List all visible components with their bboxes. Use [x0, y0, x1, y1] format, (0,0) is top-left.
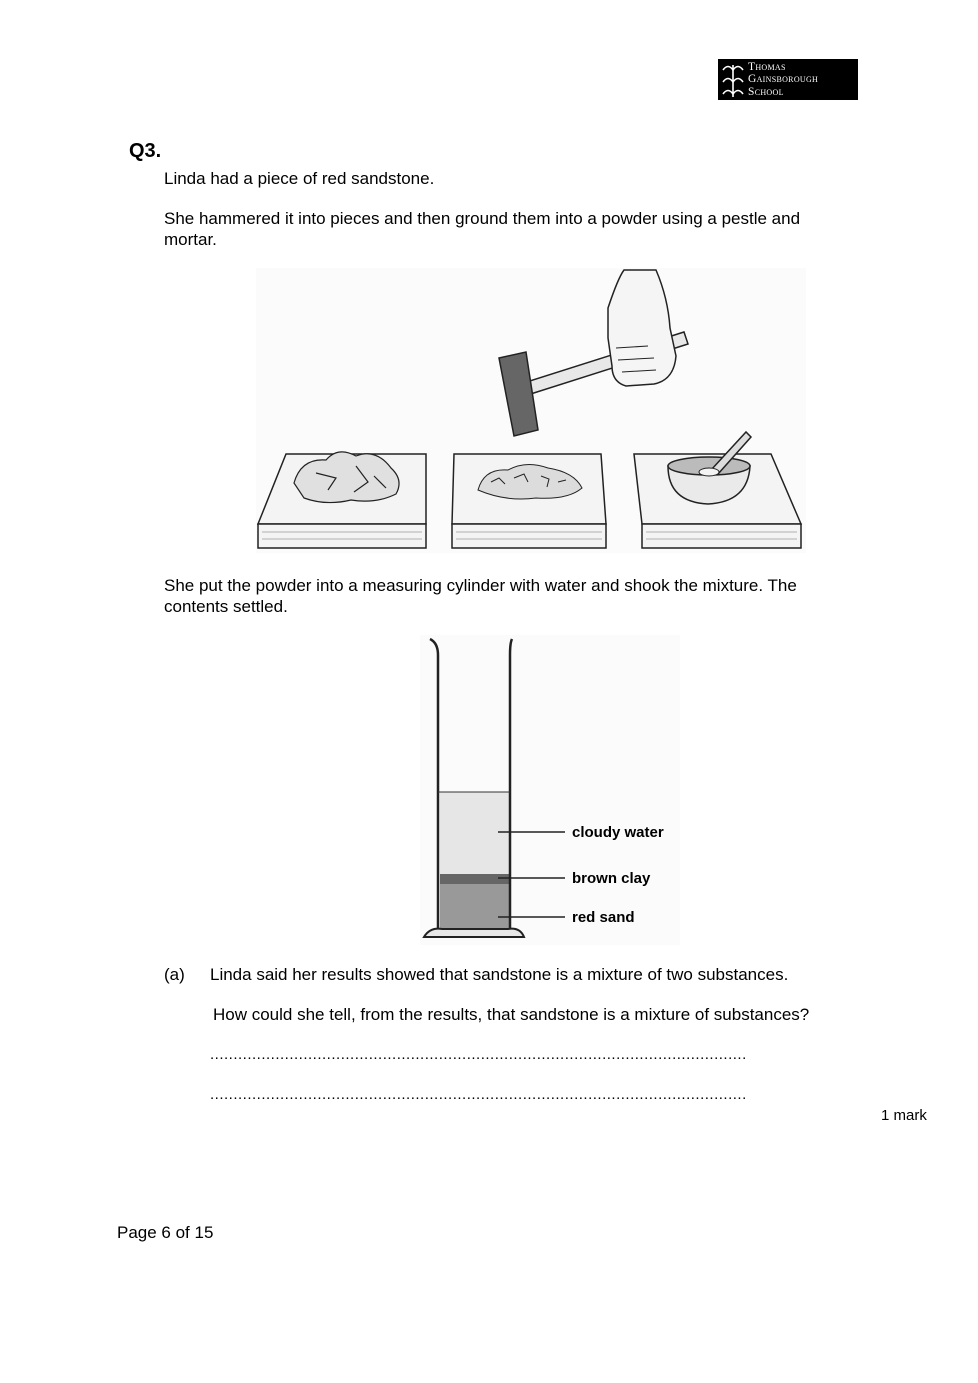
label-red-sand: red sand: [572, 909, 635, 926]
logo-line-3: School: [748, 85, 784, 98]
marks-label: 1 mark: [881, 1107, 927, 1124]
question-step-2: She put the powder into a measuring cylinder with water and shook the mixture. The contents settled.: [164, 576, 797, 616]
school-logo: [718, 59, 858, 100]
part-a-label: (a): [164, 965, 185, 984]
logo-line-2: Gainsborough: [748, 73, 819, 86]
answer-line-2[interactable]: ...................................................................................................................: [210, 1086, 747, 1103]
part-a-statement: Linda said her results showed that sandstone is a mixture of two substances.: [210, 965, 789, 984]
crushing-figure: [256, 268, 806, 553]
question-number: Q3.: [129, 140, 162, 162]
measuring-cylinder-figure: [420, 635, 680, 945]
part-a-prompt: How could she tell, from the results, that sandstone is a mixture of substances?: [213, 1005, 810, 1024]
logo-line-1: Thomas: [748, 60, 786, 73]
logo-text: [748, 61, 818, 99]
label-brown-clay: brown clay: [572, 870, 651, 887]
answer-line-1[interactable]: ...................................................................................................................: [210, 1046, 747, 1063]
question-step-1: She hammered it into pieces and then ground them into a powder using a pestle and mortar.: [164, 209, 801, 249]
label-cloudy-water: cloudy water: [572, 824, 664, 841]
question-intro: Linda had a piece of red sandstone.: [164, 169, 435, 188]
leaf-emblem-icon: [720, 61, 746, 99]
page-number: Page 6 of 15: [117, 1223, 214, 1242]
